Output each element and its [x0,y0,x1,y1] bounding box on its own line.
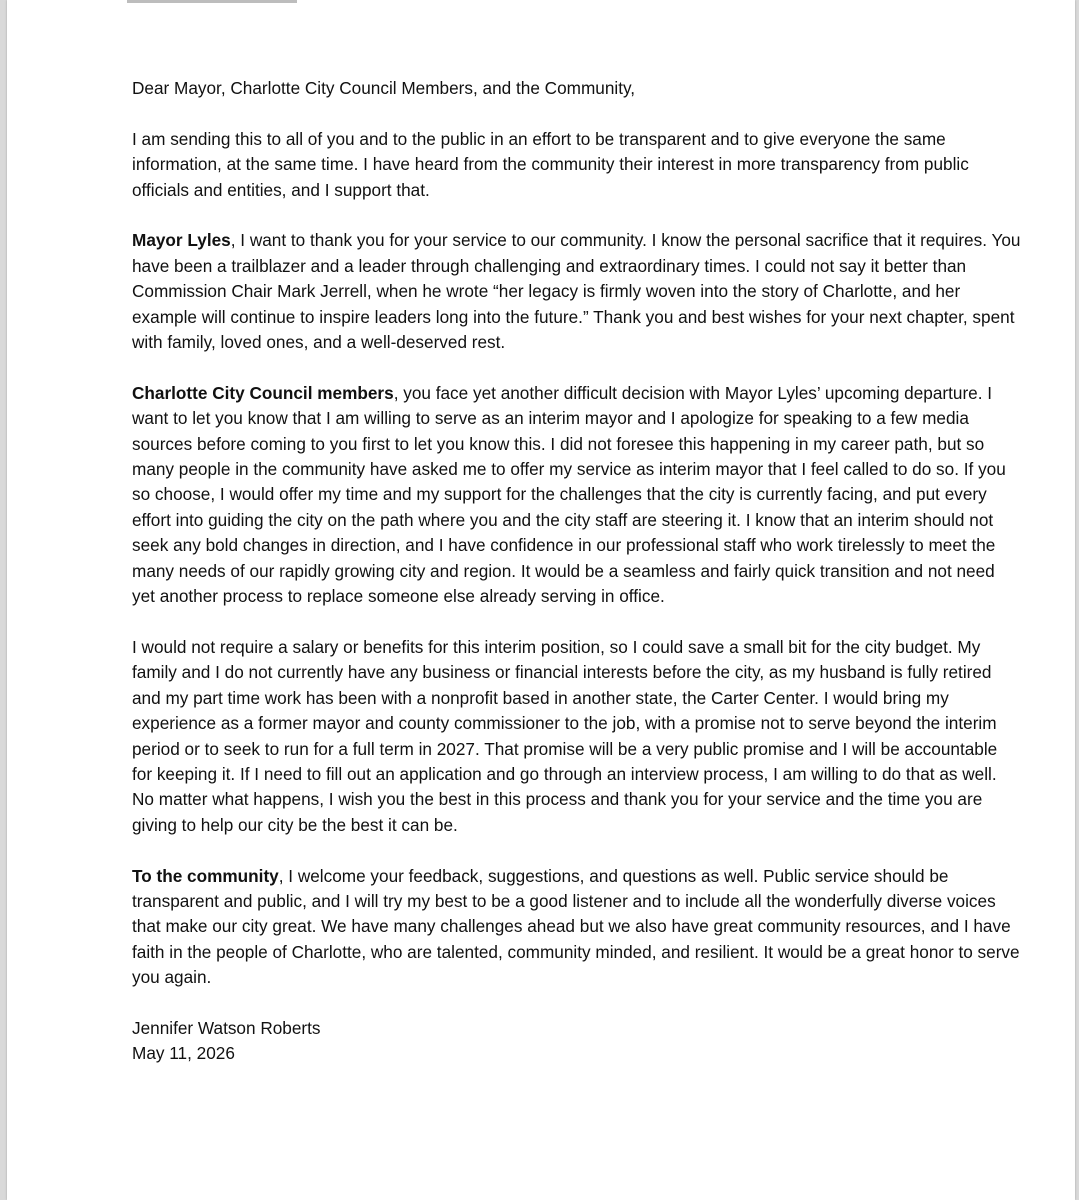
addressee-mayor-lyles: Mayor Lyles [132,230,231,251]
paragraph-council-members-text: , you face yet another difficult decision with Mayor Lyles’ upcoming departure. I want to let you know that I am willing to serve as an interim mayor and I apologize for speaking to a few media sources before coming to you first to let you know this. I did not foresee this happening in my career path, but so many people in the community have asked me to offer my service as interim mayor that I feel called to do so. If you so choose, I would offer my time and my support for the challenges that the city is currently facing, and put every effort into guiding the city on the path where you and the city staff are steering it. I know that an interim should not seek any bold changes in direction, and I have confidence in our professional staff who work tirelessly to meet the many needs of our rapidly growing city and region. It would be a seamless and fairly quick transition and not need yet another process to replace someone else already serving in office. [132,382,1006,607]
page-top-edge [127,0,297,3]
paragraph-transparency: I am sending this to all of you and to the public in an effort to be transparent and to give everyone the same information, at the same time. I have heard from the community their interest in more transparency from public officials and entities, and I support that. [132,128,969,200]
letter-body [132,76,1022,1067]
paragraph-council-members [132,381,1022,610]
paragraph-salary: I would not require a salary or benefits for this interim position, so I could save a small bit for the city budget. My family and I do not currently have any business or financial interests before the city, as my husband is fully retired and my part time work has been with a nonprofit based in another state, the Carter Center. I would bring my experience as a former mayor and county commissioner to the job, with a promise not to serve beyond the interim period or to seek to run for a full term in 2027. That promise will be a very public promise and I will be accountable for keeping it. If I need to fill out an application and go through an interview process, I am willing to do that as well. No matter what happens, I wish you the best in this process and thank you for your service and the time you are giving to help our city be the best it can be. [132,636,998,835]
signature-date: May 11, 2026 [132,1043,235,1064]
paragraph-mayor-lyles [132,228,1022,355]
addressee-council-members: Charlotte City Council members [132,382,394,403]
paragraph-mayor-lyles-text: , I want to thank you for your service to our community. I know the personal sacrifice that it requires. You have been a trailblazer and a leader through challenging and extraordinary times. I could not say it better than Commission Chair Mark Jerrell, when he wrote “her legacy is firmly woven into the story of Charlotte, and her example will continue to inspire leaders long into the future.” Thank you and best wishes for your next chapter, spent with family, loved ones, and a well-deserved rest. [132,230,1021,353]
paragraph-community [132,864,1022,991]
salutation: Dear Mayor, Charlotte City Council Members, and the Community, [132,78,636,98]
letter-page [7,0,1075,1200]
paragraph-community-text: , I welcome your feedback, suggestions, and questions as well. Public service should be transparent and public, and I will try my best to be a good listener and to include all the wonderfully diverse voices that make our city great. We have many challenges ahead but we also have great community resources, and I have faith in the people of Charlotte, who are talented, community minded, and resilient. It would be a great honor to serve you again. [132,865,1020,988]
signature-block [132,1016,1022,1067]
addressee-community: To the community [132,865,279,886]
signature-name: Jennifer Watson Roberts [132,1017,321,1038]
